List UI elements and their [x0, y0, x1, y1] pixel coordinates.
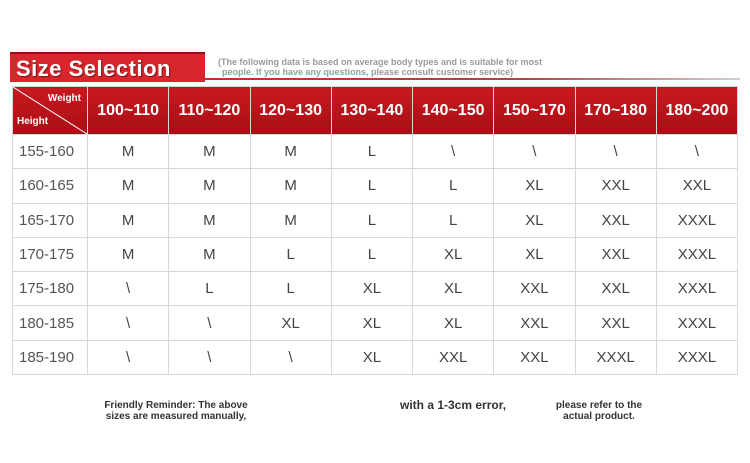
weight-col-header: 100~110 — [88, 87, 169, 135]
size-cell: L — [331, 237, 412, 271]
size-cell: XL — [250, 306, 331, 340]
header-note-line2: people. If you have any questions, please consult customer service) — [222, 67, 514, 77]
size-cell: XXL — [575, 237, 656, 271]
size-cell: L — [331, 203, 412, 237]
table-row — [13, 237, 738, 271]
size-cell: \ — [494, 135, 575, 169]
size-cell: XXXL — [656, 306, 737, 340]
size-cell: XL — [331, 340, 412, 374]
table-row — [13, 169, 738, 203]
size-cell: XXL — [575, 272, 656, 306]
header-divider — [205, 78, 740, 80]
size-cell: XXXL — [656, 237, 737, 271]
size-cell: M — [250, 135, 331, 169]
height-row-header: 160-165 — [13, 169, 88, 203]
table-row — [13, 135, 738, 169]
size-cell: \ — [656, 135, 737, 169]
weight-col-header: 180~200 — [656, 87, 737, 135]
height-row-header: 170-175 — [13, 237, 88, 271]
size-cell: M — [169, 169, 250, 203]
height-row-header: 175-180 — [13, 272, 88, 306]
error-text: with a 1-3cm error, — [400, 398, 507, 412]
weight-col-header: 150~170 — [494, 87, 575, 135]
size-cell: L — [250, 272, 331, 306]
size-cell: XXL — [575, 306, 656, 340]
refer-line1: please refer to the — [555, 400, 643, 411]
size-cell: \ — [575, 135, 656, 169]
size-cell: XL — [413, 272, 494, 306]
weight-col-header: 120~130 — [250, 87, 331, 135]
size-cell: M — [169, 237, 250, 271]
corner-cell — [13, 87, 88, 135]
size-cell: M — [88, 237, 169, 271]
size-cell: \ — [169, 340, 250, 374]
size-cell: XL — [494, 169, 575, 203]
size-cell: M — [88, 169, 169, 203]
size-cell: \ — [250, 340, 331, 374]
size-cell: L — [169, 272, 250, 306]
header-note — [218, 57, 658, 77]
refer-line2: actual product. — [563, 411, 635, 422]
size-cell: L — [413, 169, 494, 203]
size-cell: XL — [494, 203, 575, 237]
size-cell: XXL — [413, 340, 494, 374]
weight-col-header: 130~140 — [331, 87, 412, 135]
weight-header-row — [13, 87, 738, 135]
height-row-header: 155-160 — [13, 135, 88, 169]
refer-text — [543, 400, 655, 422]
weight-col-header: 110~120 — [169, 87, 250, 135]
height-row-header: 185-190 — [13, 340, 88, 374]
size-chart-table — [12, 86, 738, 375]
size-cell: \ — [169, 306, 250, 340]
size-cell: XXL — [494, 272, 575, 306]
size-table-body — [13, 135, 738, 375]
size-cell: XL — [413, 306, 494, 340]
size-cell: XL — [494, 237, 575, 271]
reminder-line2: sizes are measured manually, — [105, 411, 247, 422]
size-cell: XXL — [656, 169, 737, 203]
size-cell: L — [413, 203, 494, 237]
weight-col-header: 140~150 — [413, 87, 494, 135]
height-row-header: 165-170 — [13, 203, 88, 237]
size-cell: \ — [88, 306, 169, 340]
page-title: Size Selection — [16, 56, 171, 81]
size-cell: L — [250, 237, 331, 271]
size-cell: XL — [331, 306, 412, 340]
table-row — [13, 203, 738, 237]
size-cell: L — [331, 135, 412, 169]
size-cell: M — [88, 135, 169, 169]
height-row-header: 180-185 — [13, 306, 88, 340]
size-cell: M — [250, 169, 331, 203]
weight-col-header: 170~180 — [575, 87, 656, 135]
size-cell: XXL — [494, 340, 575, 374]
size-cell: XXXL — [656, 203, 737, 237]
table-row — [13, 272, 738, 306]
size-cell: M — [88, 203, 169, 237]
size-cell: XXL — [494, 306, 575, 340]
size-cell: \ — [88, 272, 169, 306]
size-cell: XL — [413, 237, 494, 271]
size-cell: XXL — [575, 169, 656, 203]
size-cell: XXL — [575, 203, 656, 237]
size-cell: M — [169, 203, 250, 237]
header-note-line1: (The following data is based on average body types and is suitable for most — [218, 57, 543, 67]
corner-weight-label: Weight — [47, 93, 81, 104]
size-cell: L — [331, 169, 412, 203]
size-cell: \ — [413, 135, 494, 169]
size-cell: XXXL — [656, 272, 737, 306]
size-cell: XXXL — [656, 340, 737, 374]
size-cell: \ — [88, 340, 169, 374]
size-cell: XL — [331, 272, 412, 306]
reminder-text — [76, 400, 276, 422]
corner-height-label: Height — [17, 116, 49, 127]
table-row — [13, 306, 738, 340]
reminder-line1: Friendly Reminder: The above — [104, 400, 248, 411]
size-cell: XXXL — [575, 340, 656, 374]
size-cell: M — [169, 135, 250, 169]
table-row — [13, 340, 738, 374]
size-cell: M — [250, 203, 331, 237]
